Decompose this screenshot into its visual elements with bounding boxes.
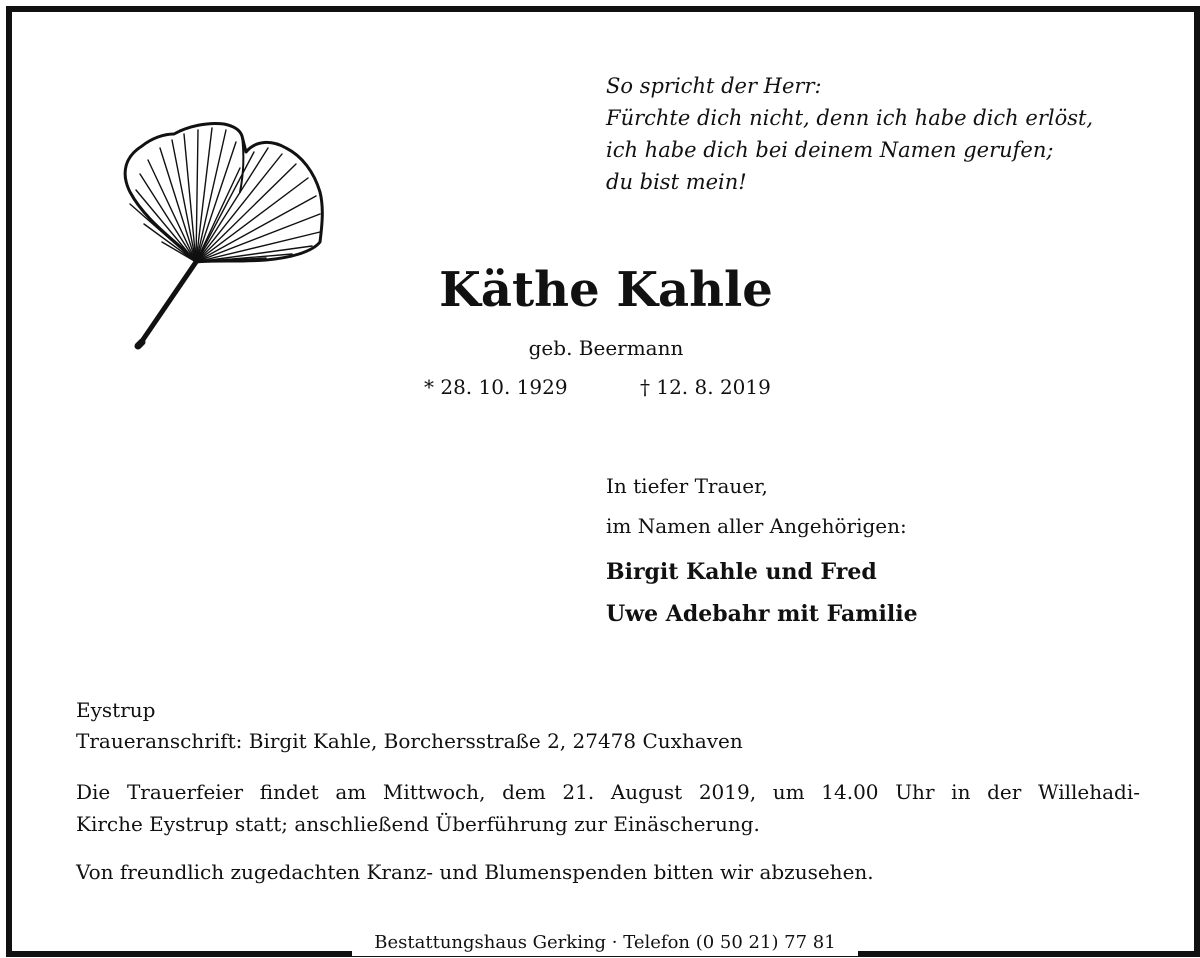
mourning-line: im Namen aller Angehörigen: [606,514,907,538]
footer [12,932,1194,958]
donation-notice: Von freundlich zugedachten Kranz- und Blumenspenden bitten wir abzusehen. [76,860,874,884]
verse-line: So spricht der Herr: [606,74,822,98]
funeral-home-contact: Bestattungshaus Gerking · Telefon (0 50 21) 77 81 [352,930,858,956]
mourning-text [606,466,907,546]
maiden-name: geb. Beermann [528,336,684,360]
verse-line: Fürchte dich nicht, denn ich habe dich erlöst, [606,106,1094,130]
location-block [76,695,743,757]
death-date: † 12. 8. 2019 [640,375,771,399]
verse-line: du bist mein! [606,170,747,194]
birth-date: * 28. 10. 1929 [424,375,568,399]
town: Eystrup [76,698,156,722]
verse-line: ich habe dich bei deinem Namen gerufen; [606,138,1054,162]
obituary-content [12,12,1194,951]
ginkgo-leaf-icon [116,112,336,352]
mourning-address: Traueranschrift: Birgit Kahle, Borchersstraße 2, 27478 Cuxhaven [76,729,743,753]
family-line: Uwe Adebahr mit Familie [606,601,918,627]
family-signatures [606,551,918,635]
bible-verse [606,70,1093,198]
ceremony-line: Kirche Eystrup statt; anschließend Überführung zur Einäscherung. [76,812,760,836]
mourning-line: In tiefer Trauer, [606,474,768,498]
family-line: Birgit Kahle und Fred [606,559,877,585]
ceremony-notice [76,776,1140,840]
ceremony-line: Die Trauerfeier findet am Mittwoch, dem 21. August 2019, um 14.00 Uhr in der Willehadi- [76,780,1140,804]
obituary-frame [6,6,1200,957]
deceased-name: Käthe Kahle [439,262,773,318]
